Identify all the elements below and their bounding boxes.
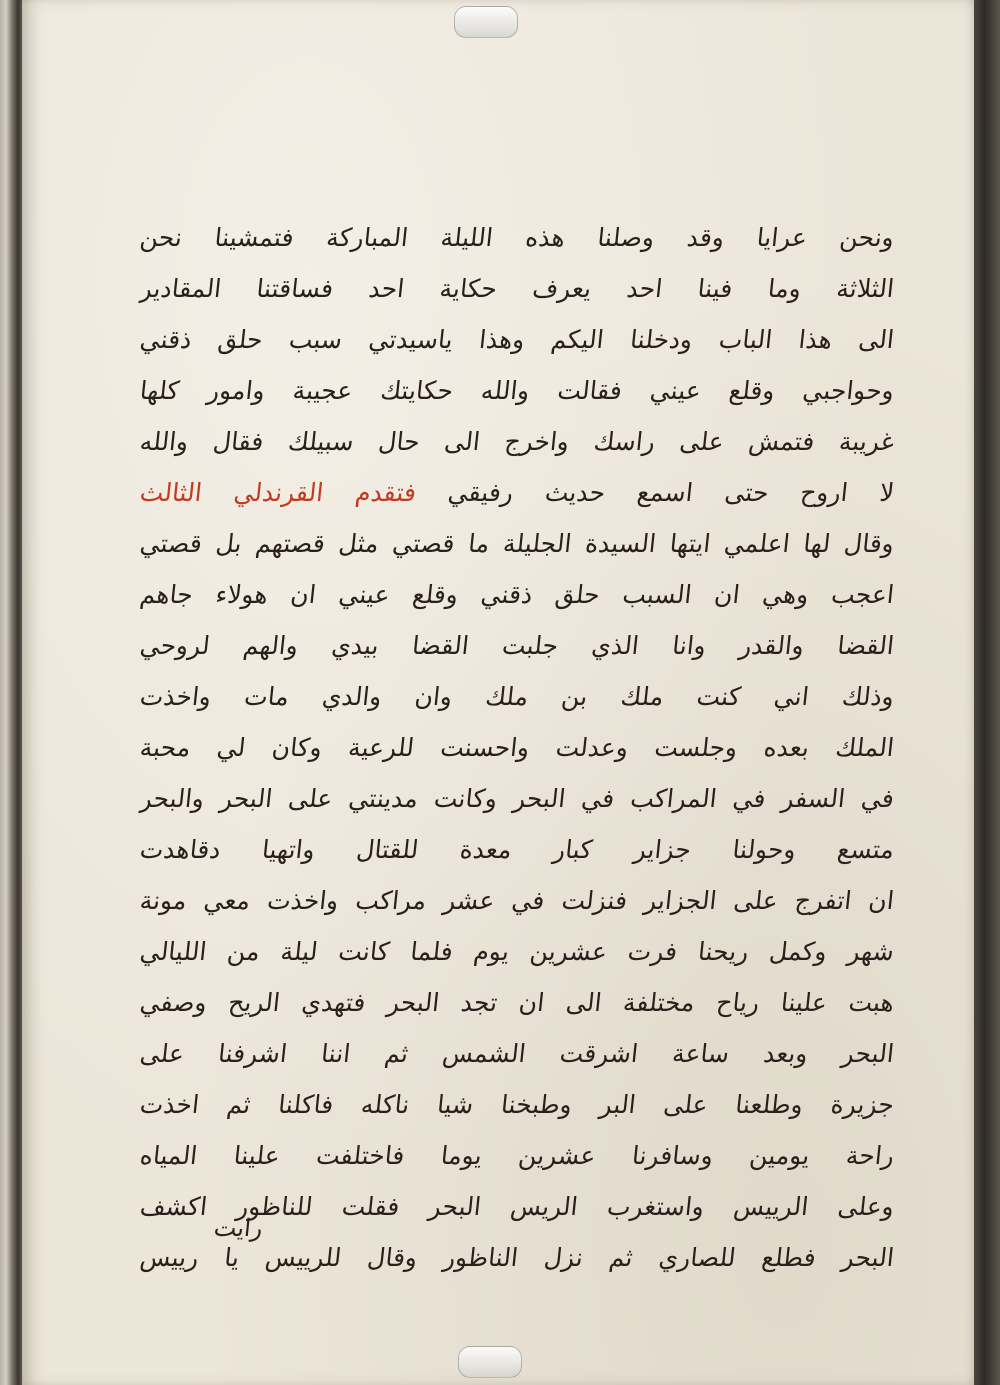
text-line: متسع وحولنا جزاير كبار معدة للقتال واتهيا دقاهدت <box>138 835 896 864</box>
text-line-with-rubric <box>137 467 896 518</box>
text-line: ونحن عرايا وقد وصلنا هذه الليلة المباركة فتمشينا نحن <box>138 223 896 252</box>
text-line: وحواجبي وقلع عيني فقالت والله حكايتك عجيبة وامور كلها <box>138 376 896 405</box>
text-line: وذلك اني كنت ملك بن ملك وان والدي مات واخذت <box>138 682 896 711</box>
text-line: الثلاثة وما فينا احد يعرف حكاية احد فساقتنا المقادير <box>138 274 896 303</box>
text-line: راحة يومين وسافرنا عشرين يوما فاختلفت علينا المياه <box>138 1141 896 1170</box>
bottom-clip <box>458 1346 522 1378</box>
text-block <box>140 212 894 1283</box>
facing-page-edge <box>0 0 24 1385</box>
top-clip <box>454 6 518 38</box>
text-line: البحر وبعد ساعة اشرقت الشمس ثم اننا اشرفنا على <box>138 1039 896 1068</box>
text-line: وقال لها اعلمي ايتها السيدة الجليلة ما قصتي مثل قصتهم بل قصتي <box>138 529 896 558</box>
text-line: جزيرة وطلعنا على البر وطبخنا شيا ناكله فاكلنا ثم اخذت <box>138 1090 896 1119</box>
manuscript-page <box>22 0 974 1385</box>
text-line: هبت علينا رياح مختلفة الى ان تجد البحر فتهدي الريح وصفي <box>138 988 896 1017</box>
text-line: وعلى الرييس واستغرب الريس البحر فقلت للناظور اكشف <box>138 1192 896 1221</box>
text-line: ان اتفرج على الجزاير فنزلت في عشر مراكب واخذت معي مونة <box>138 886 896 915</box>
text-line: الى هذا الباب ودخلنا اليكم وهذا ياسيدتي سبب حلق ذقني <box>138 325 896 354</box>
text-line: الملك بعده وجلست وعدلت واحسنت للرعية وكان لي محبة <box>138 733 896 762</box>
catchword: رايت <box>212 1214 264 1242</box>
text-line: غريبة فتمش على راسك واخرج الى حال سبيلك فقال والله <box>138 427 896 456</box>
binding-edge <box>974 0 1000 1385</box>
text-line: اعجب وهي ان السبب حلق ذقني وقلع عيني ان هولاء جاهم <box>138 580 896 609</box>
text-line: البحر فطلع للصاري ثم نزل الناظور وقال للرييس يا رييس <box>138 1243 896 1272</box>
text-line: القضا والقدر وانا الذي جلبت القضا بيدي والهم لروحي <box>138 631 896 660</box>
text-line-segment: لا اروح حتى اسمع حديث رفيقي <box>446 478 896 507</box>
rubric-heading: فتقدم القرندلي الثالث <box>138 478 418 507</box>
text-line: شهر وكمل ريحنا فرت عشرين يوم فلما كانت ليلة من الليالي <box>138 937 896 966</box>
text-line: في السفر في المراكب في البحر وكانت مدينتي على البحر والبحر <box>138 784 896 813</box>
